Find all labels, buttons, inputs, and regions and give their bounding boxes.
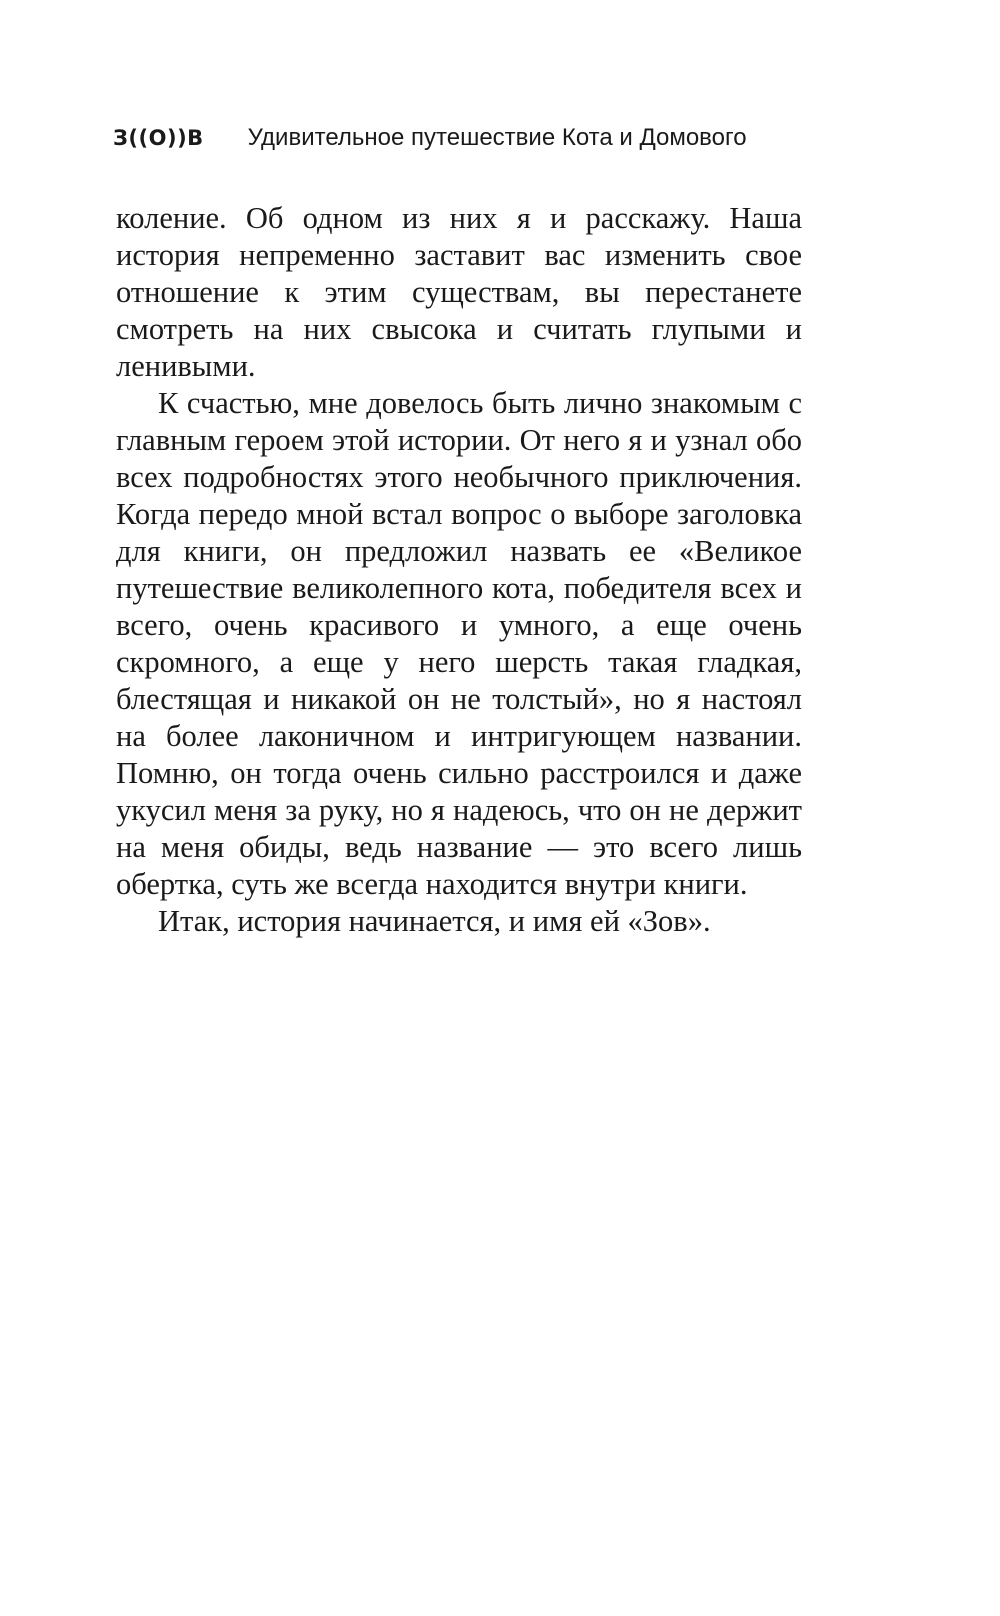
paragraph-continuation: коление. Об одном из них я и расскажу. Наша история непременно заставит вас изменить свое отношение к этим существам, вы перестанете смотреть на них свысока и считать глупыми и ленивыми. (116, 201, 802, 383)
running-title: Удивительное путешествие Кота и Домового (247, 124, 747, 151)
paragraph-story-begins: Итак, история начинается, и имя ей «Зов». (158, 904, 711, 938)
running-header (113, 118, 813, 158)
paragraph-main-hero: К счастью, мне довелось быть лично знакомым с главным героем этой истории. От него я и узнал обо всех подробностях этого необычного приключения. Когда передо мной встал вопрос о выборе заголовка для книги, он предложил назвать ее «Великое путешествие великолепного кота, победителя всех и всего, очень красивого и умного, а еще очень скромного, а еще у него шерсть такая гладкая, блестящая и никакой он не толстый», но я настоял на более лаконичном и интригующем названии. Помню, он тогда очень сильно расстроился и даже укусил меня за руку, но я надеюсь, что он не держит на меня обиды, ведь название — это всего лишь обертка, суть же всегда находится внутри книги. (116, 386, 802, 901)
body-text (116, 200, 802, 940)
series-logo: З((О))В (113, 126, 204, 150)
